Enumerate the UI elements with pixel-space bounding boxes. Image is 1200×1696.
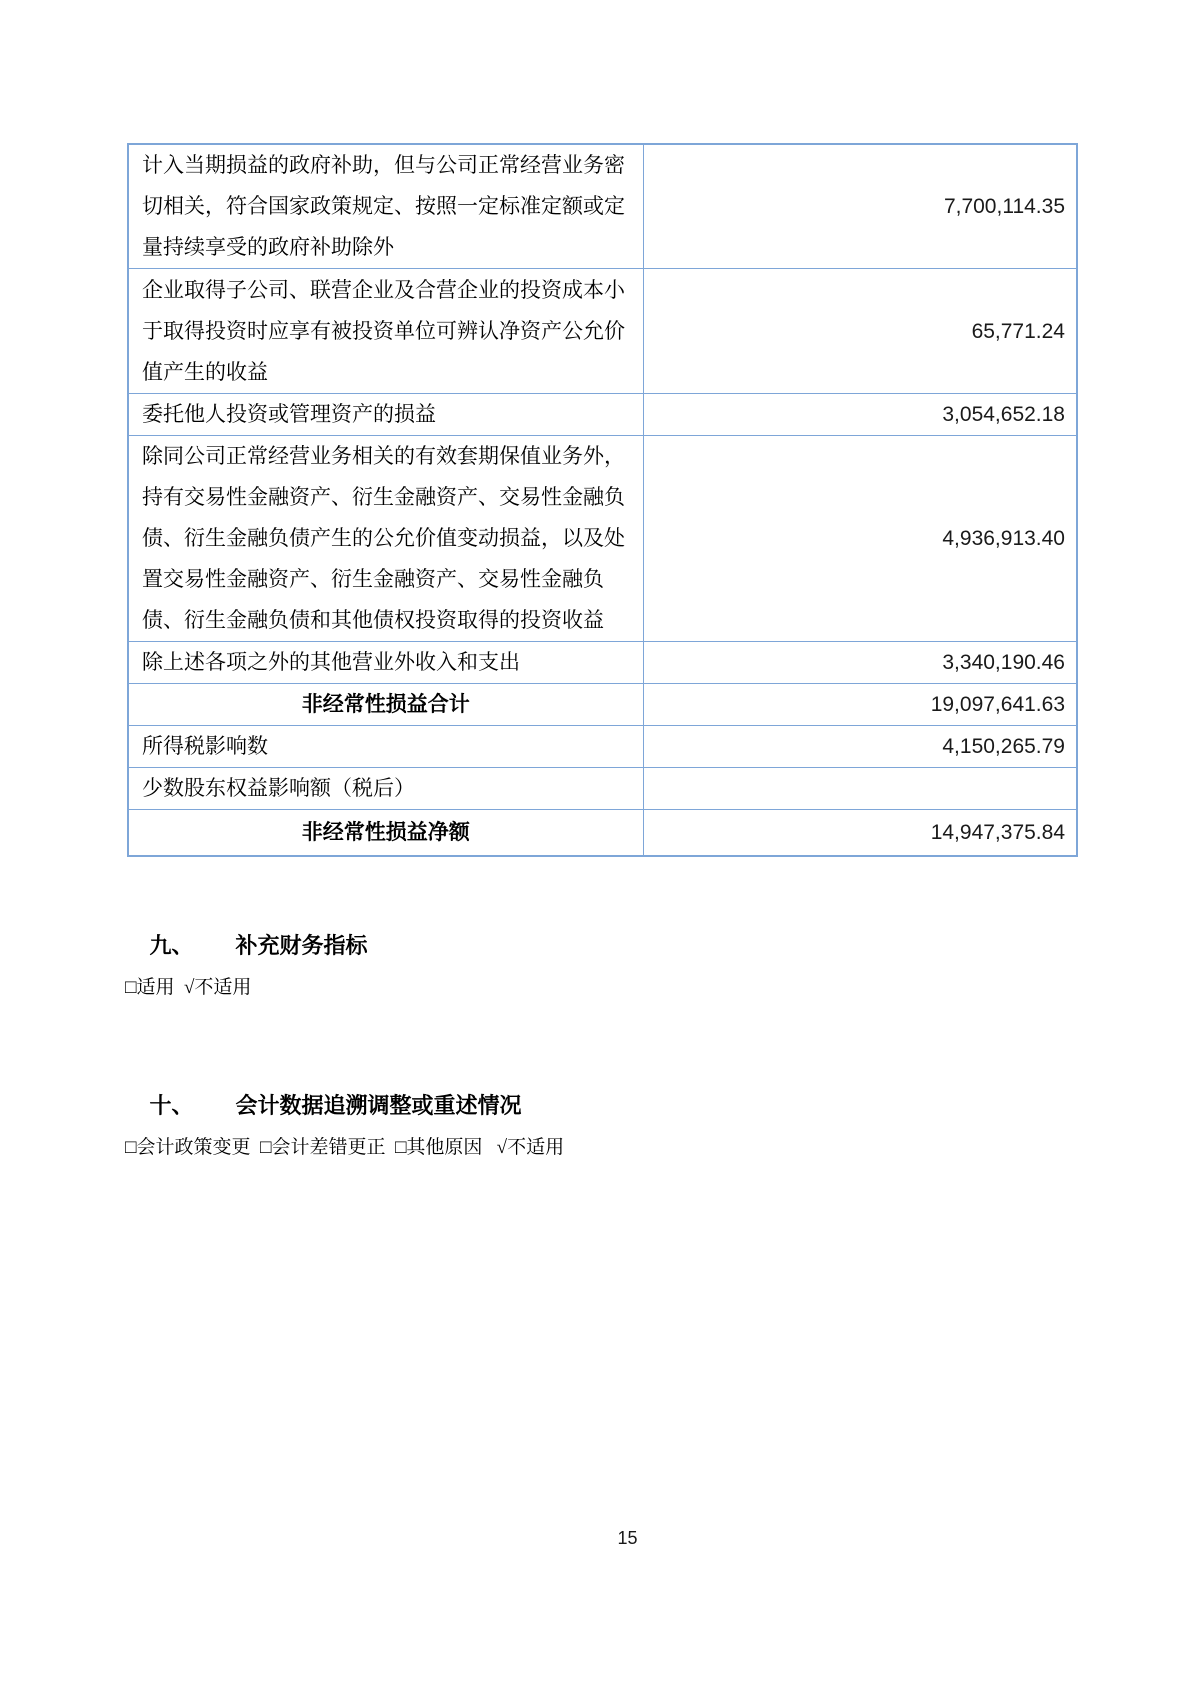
table-row [128, 144, 1077, 269]
row-value: 4,936,913.40 [643, 436, 1077, 642]
section-number: 十、 [149, 1093, 194, 1118]
section-title: 补充财务指标 [235, 933, 368, 958]
row-label: 企业取得子公司、联营企业及合营企业的投资成本小于取得投资时应享有被投资单位可辨认净资产公允价值产生的收益 [128, 269, 643, 394]
table-row [128, 269, 1077, 394]
row-label: 非经常性损益净额 [128, 810, 643, 856]
row-label: 少数股东权益影响额（税后） [128, 768, 643, 810]
row-label: 计入当期损益的政府补助，但与公司正常经营业务密切相关，符合国家政策规定、按照一定标准定额或定量持续享受的政府补助除外 [128, 144, 643, 269]
row-label: 委托他人投资或管理资产的损益 [128, 394, 643, 436]
row-label: 除上述各项之外的其他营业外收入和支出 [128, 642, 643, 684]
section-applicability-options: □会计政策变更 □会计差错更正 □其他原因 √不适用 [125, 1137, 565, 1158]
table-row [128, 768, 1077, 810]
table-row-net-total [128, 810, 1077, 856]
row-value: 4,150,265.79 [643, 726, 1077, 768]
table-row [128, 436, 1077, 642]
non-recurring-items-table [127, 143, 1078, 857]
table-row-subtotal [128, 684, 1077, 726]
row-value: 14,947,375.84 [643, 810, 1077, 856]
table-row [128, 726, 1077, 768]
row-value: 19,097,641.63 [643, 684, 1077, 726]
section-title: 会计数据追溯调整或重述情况 [235, 1093, 522, 1118]
row-value: 7,700,114.35 [643, 144, 1077, 269]
table-row [128, 642, 1077, 684]
row-label: 除同公司正常经营业务相关的有效套期保值业务外，持有交易性金融资产、衍生金融资产、交易性金融负债、衍生金融负债产生的公允价值变动损益，以及处置交易性金融资产、衍生金融资产、交易性金融负债、衍生金融负债和其他债权投资取得的投资收益 [128, 436, 643, 642]
table-row [128, 394, 1077, 436]
row-value: 3,054,652.18 [643, 394, 1077, 436]
section-applicability-options: □适用 √不适用 [125, 977, 252, 998]
section-number: 九、 [149, 933, 194, 958]
row-value: 3,340,190.46 [643, 642, 1077, 684]
page-number: 15 [617, 1528, 638, 1548]
row-label: 非经常性损益合计 [128, 684, 643, 726]
row-value: 65,771.24 [643, 269, 1077, 394]
row-label: 所得税影响数 [128, 726, 643, 768]
row-value [643, 768, 1077, 810]
